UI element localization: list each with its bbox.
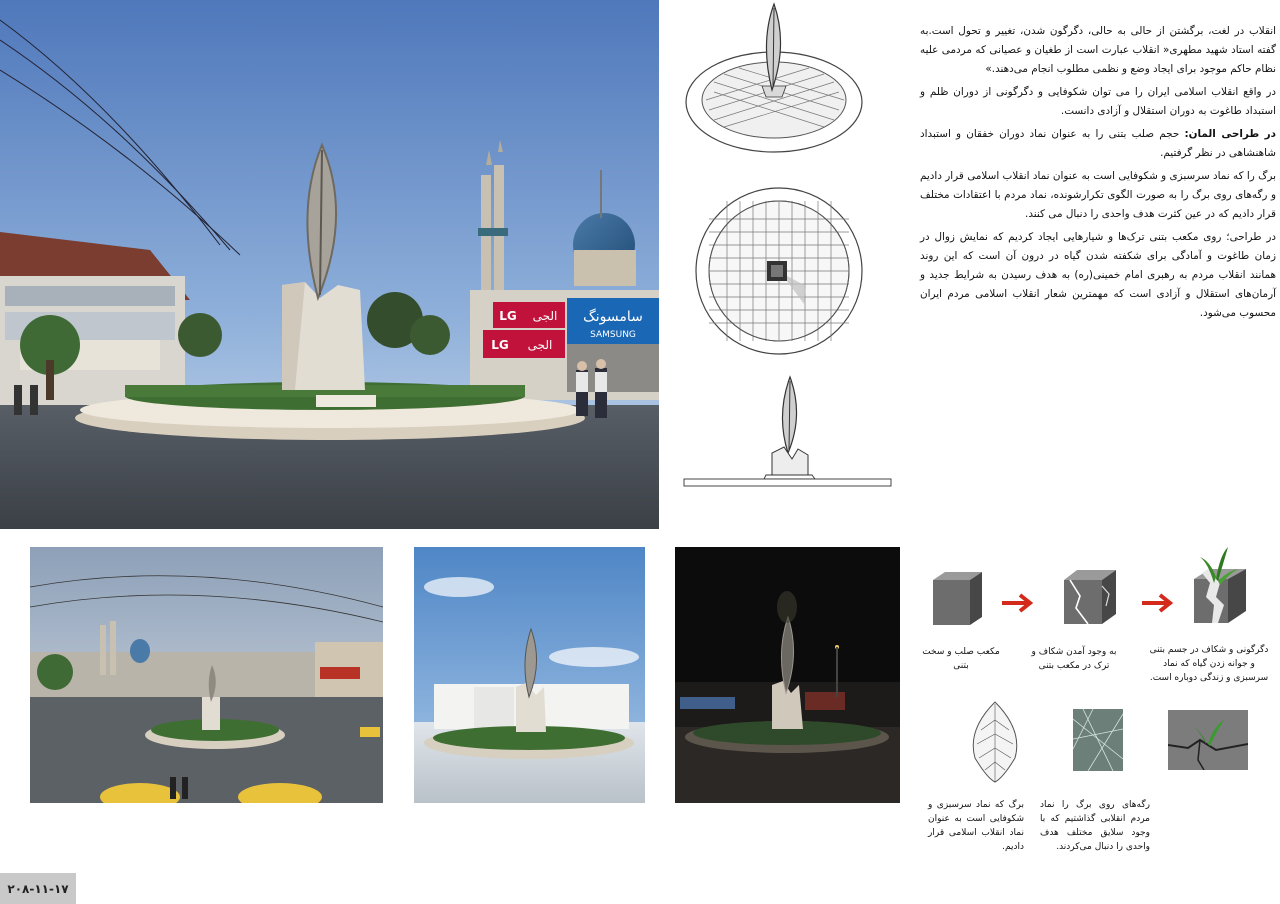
paragraph-leaf: برگ را که نماد سرسبزی و شکوفایی است به عنوان نماد انقلاب اسلامی قرار دادیم و رگه‌های روی برگ را به صورت الگوی تکرارشونده، نماد مردم با اعتقادات مختلف قرار دادیم که در عین کثرت هدف واحدی را دنبال می کنند. — [920, 170, 1276, 220]
perspective-drawing — [684, 2, 864, 157]
paragraph-revolution: در واقع انقلاب اسلامی ایران را می توان شکوفایی و دگرگونی از دوران ظلم و استبداد طاغوت به دوران استقلال و آزادی دانست. — [920, 86, 1276, 117]
arrow-right-icon-1 — [1000, 593, 1034, 613]
photo-render-day — [414, 547, 645, 803]
caption-cube-sprout: دگرگونی و شکاف در جسم بتنی و جوانه زدن گیاه که نماد سرسبزی و زندگی دوباره است. — [1149, 645, 1269, 683]
caption-cube-cracked: به وجود آمدن شکاف و ترک در مکعب بتنی — [1031, 647, 1117, 671]
description-text — [920, 22, 1276, 327]
sheet-code-badge: ۲۰۸-۱۱-۱۷ — [0, 873, 76, 904]
leaf-image — [965, 700, 1025, 784]
paragraph-design — [920, 125, 1276, 163]
caption-veins: رگه‌های روی برگ را نماد مردم انقلابی گذاشتیم که با وجود سلایق مختلف هدف واحدی را دنبال می‌کردند. — [1040, 800, 1150, 852]
paragraph-cracks: در طراحی؛ روی مکعب بتنی ترک‌ها و شیارهایی ایجاد کردیم که نمایش زوال در زمان طاغوت و آمادگی برای شکفته شدن گیاه در درون آن است که این روند همانند انقلاب مردم به رهبری امام خمینی(ره) به هدف رسیدن به شرایط جدید و آرمان‌های استقلال و آزادی است که مهمترین شعار انقلاب اسلامی مردم ایران محسوب می‌شود. — [920, 231, 1276, 319]
elevation-drawing — [680, 375, 895, 495]
lg-sign-top-fa: الجی — [532, 309, 558, 323]
lg-sign-top: LG — [499, 309, 517, 323]
caption-leaf: برگ که نماد سرسبزی و شکوفایی است به عنوان نماد انقلاب اسلامی قرار دادیم. — [928, 800, 1024, 852]
leaf-veins-image — [1073, 709, 1123, 771]
samsung-sign-en: SAMSUNG — [590, 330, 636, 340]
lg-sign-bottom: LG — [491, 338, 509, 352]
main-photo — [0, 0, 659, 529]
photo-roundabout-day — [30, 547, 383, 803]
paragraph-definition: انقلاب در لغت، برگشتن از حالی به حالی، دگرگون شدن، تغییر و تحول است.به گفته استاد شهید مطهری« انقلاب عبارت است از طغیان و عصیانی که مردمی علیه نظام حاکم موجود برای ایجاد وضع و نظمی مطلوب انجام می‌دهند.» — [920, 25, 1276, 75]
cube-solid-image — [930, 570, 990, 628]
paragraph-design-heading: در طراحی المان: — [1184, 128, 1276, 140]
samsung-sign-fa: سامسونگ — [583, 309, 643, 325]
photo-render-night — [675, 547, 900, 803]
paragraph-design-body: حجم صلب بتنی را به عنوان نماد دوران خفقان و استبداد شاهنشاهی در نظر گرفتیم. — [920, 128, 1276, 159]
lg-sign-bottom-fa: الجی — [527, 338, 553, 352]
caption-cube-solid: مکعب صلب و سخت بتنی — [922, 647, 1000, 671]
plan-drawing — [694, 186, 864, 356]
arrow-right-icon-2 — [1140, 593, 1174, 613]
sprout-in-crack-image — [1168, 710, 1248, 770]
cube-cracked-image — [1060, 566, 1122, 628]
cube-sprout-image — [1188, 543, 1260, 625]
